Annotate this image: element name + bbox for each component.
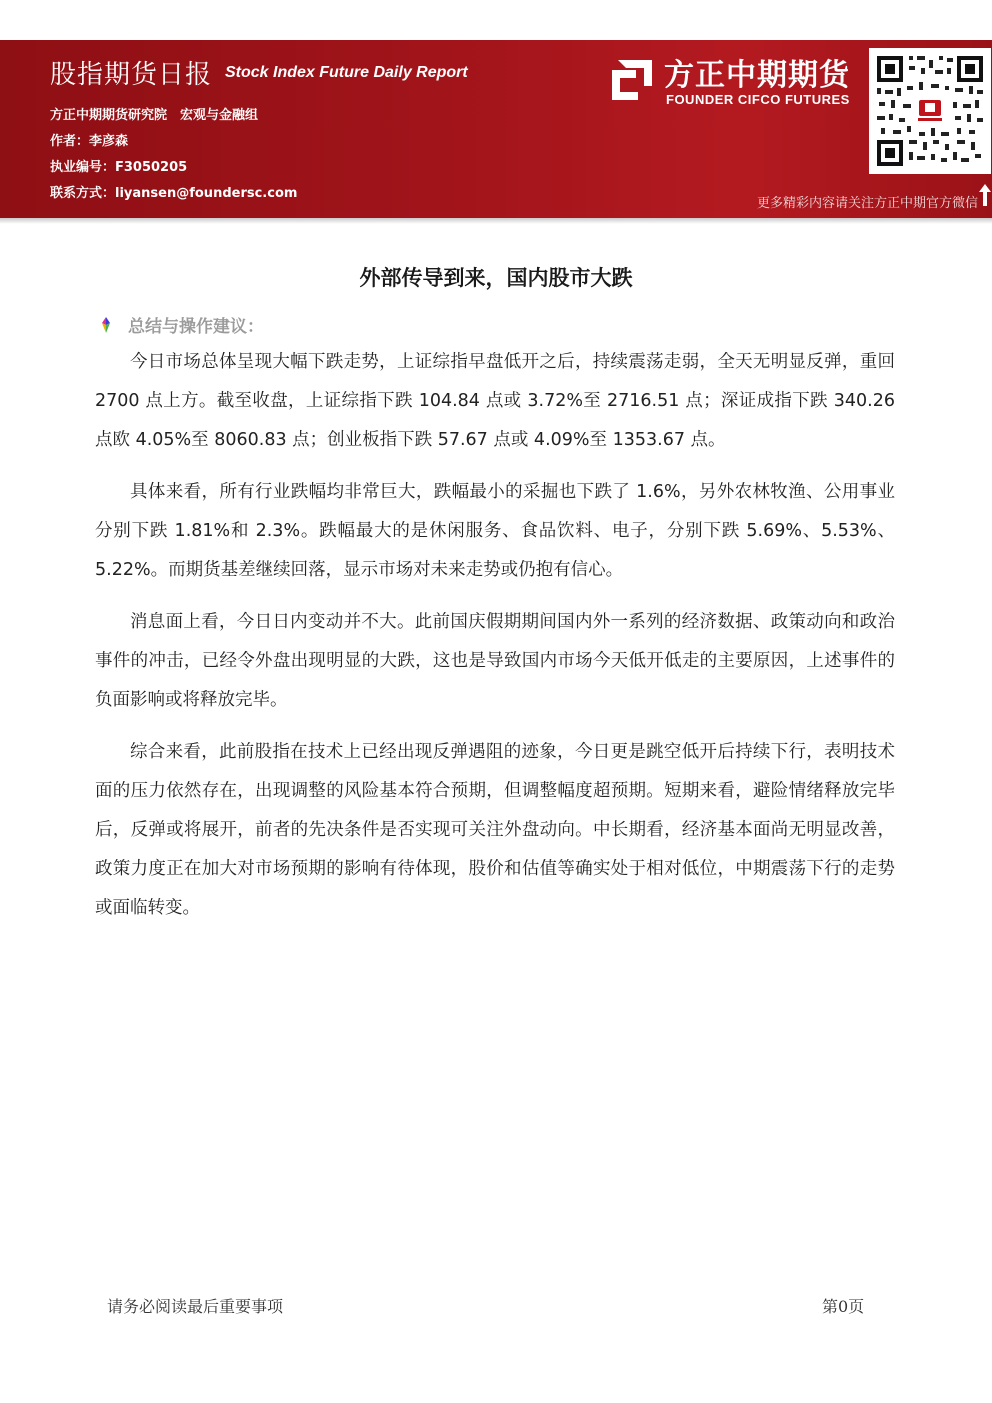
article-headline: 外部传导到来，国内股市大跌 [359, 266, 633, 290]
report-title-cn: 股指期货日报 [50, 60, 213, 90]
article-body [95, 343, 895, 941]
report-title-en: Stock Index Future Daily Report [225, 64, 468, 81]
report-header-banner [0, 40, 992, 218]
brand-name-cn: 方正中期期货 [664, 58, 850, 93]
paragraph-outlook: 综合来看，此前股指在技术上已经出现反弹遇阻的迹象，今日更是跳空低开后持续下行，表明技术面的压力依然存在，出现调整的风险基本符合预期，但调整幅度超预期。短期来看，避险情绪释放完毕后，反弹或将展开，前者的先决条件是否实现可关注外盘动向。中长期看，经济基本面尚无明显改善，政策力度正在加大对市场预期的影响有待体现，股价和估值等确实处于相对低位，中期震荡下行的走势或面临转变。 [95, 742, 895, 918]
paragraph-market-overview: 今日市场总体呈现大幅下跌走势，上证综指早盘低开之后，持续震荡走弱，全天无明显反弹，重回 2700 点上方。截至收盘，上证综指下跌 104.84 点或 3.72%至 2716.51 点；深证成指下跌 340.26 点欧 4.05%至 8060.83 点；创业板指下跌 57.67 点或 4.09%至 1353.67 点。 [95, 352, 895, 450]
founder-logo-icon [608, 56, 656, 104]
summary-label-text: 总结与操作建议： [128, 317, 264, 337]
brand-name-en: FOUNDER CIFCO FUTURES [666, 92, 850, 107]
paragraph-news: 消息面上看，今日日内变动并不大。此前国庆假期期间国内外一系列的经济数据、政策动向和政治事件的冲击，已经令外盘出现明显的大跌，这也是导致国内市场今天低开低走的主要原因，上述事件的负面影响或将释放完毕。 [95, 612, 895, 710]
summary-heading [96, 312, 264, 337]
banner-shadow [0, 218, 992, 224]
institute-line: 方正中期期货研究院 宏观与金融组 [50, 108, 259, 123]
author-line: 作者：李彦森 [50, 134, 129, 149]
contact-line[interactable]: 联系方式：liyansen@foundersc.com [50, 186, 298, 201]
arrow-up-icon [979, 184, 991, 206]
license-line: 执业编号：F3050205 [50, 160, 188, 175]
footer-disclaimer-notice: 请务必阅读最后重要事项 [107, 1297, 284, 1316]
wechat-qr-code[interactable] [869, 48, 991, 174]
bullet-diamond-icon [96, 315, 116, 335]
page-number: 第0页 [822, 1297, 865, 1316]
wechat-follow-note: 更多精彩内容请关注方正中期官方微信 [756, 196, 978, 211]
paragraph-sector-detail: 具体来看，所有行业跌幅均非常巨大，跌幅最小的采掘也下跌了 1.6%，另外农林牧渔、公用事业分别下跌 1.81%和 2.3%。跌幅最大的是休闲服务、食品饮料、电子，分别下跌 5.69%、5.53%、5.22%。而期货基差继续回落，显示市场对未来走势或仍抱有信心。 [95, 482, 895, 580]
